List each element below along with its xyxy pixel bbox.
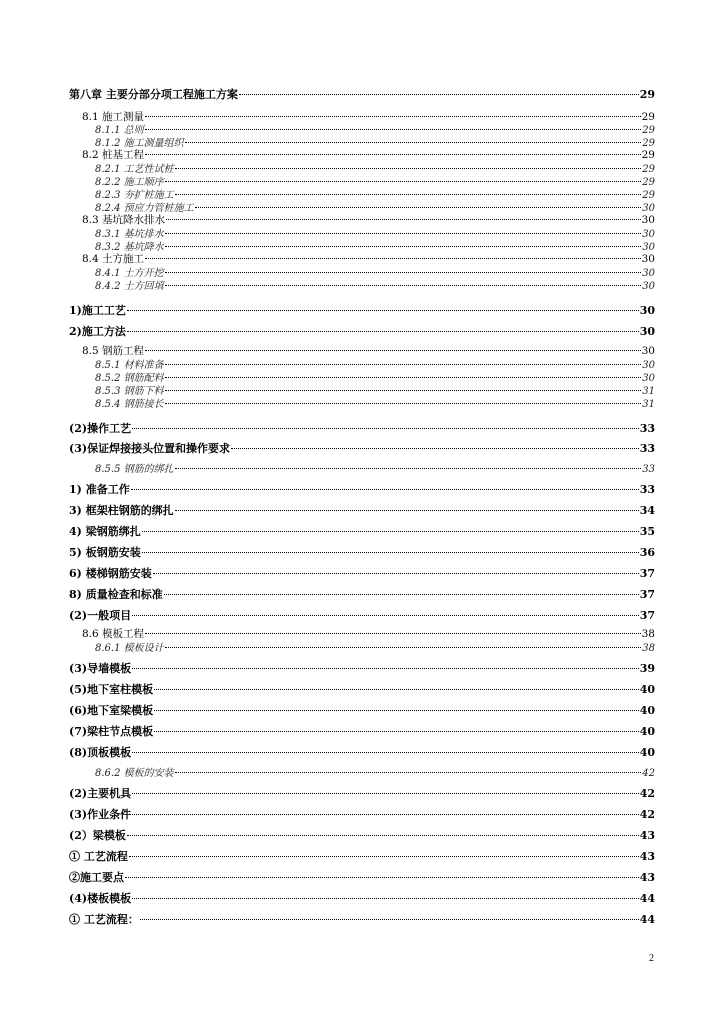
toc-entry-page: 29	[642, 164, 655, 173]
toc-dot-leader	[142, 552, 639, 553]
toc-entry-title: (6)地下室梁模板	[69, 704, 154, 717]
toc-dot-leader	[145, 258, 641, 259]
toc-entry-page: 40	[639, 704, 655, 717]
toc-dot-leader	[142, 531, 639, 532]
toc-entry-page: 33	[639, 483, 655, 496]
toc-entry[interactable]	[69, 869, 655, 885]
toc-dot-leader	[195, 207, 642, 208]
toc-entry-title: (7)梁柱节点模板	[69, 725, 154, 738]
toc-entry[interactable]	[95, 369, 655, 382]
toc-entry-title: ① 工艺流程	[69, 850, 128, 863]
page-number: 2	[649, 953, 654, 964]
toc-entry[interactable]	[69, 481, 655, 497]
toc-entry[interactable]	[69, 911, 655, 927]
toc-dot-leader	[239, 94, 639, 95]
toc-entry-page: 29	[641, 149, 655, 160]
toc-entry-title: 8.5.5 钢筋的绑扎	[95, 464, 174, 473]
toc-dot-leader	[132, 814, 639, 815]
toc-entry[interactable]	[69, 607, 655, 623]
toc-entry-title: 8.1.2 施工测量组织	[95, 138, 184, 147]
toc-entry-page: 44	[639, 892, 655, 905]
toc-entry-title: 1)施工工艺	[69, 304, 126, 317]
toc-entry[interactable]	[95, 134, 655, 147]
toc-dot-leader	[132, 428, 639, 429]
toc-entry-title: 2)施工方法	[69, 325, 126, 338]
toc-entry[interactable]	[95, 395, 655, 408]
toc-entry[interactable]	[95, 121, 655, 134]
toc-entry-title: (2)操作工艺	[69, 422, 132, 435]
toc-dot-leader	[166, 219, 641, 220]
toc-entry[interactable]	[69, 302, 655, 318]
toc-dot-leader	[132, 668, 639, 669]
toc-entry-title: 8.3.1 基坑排水	[95, 229, 164, 238]
toc-entry[interactable]	[69, 565, 655, 581]
toc-dot-leader	[165, 403, 642, 404]
toc-entry-page: 29	[639, 88, 655, 101]
toc-entry[interactable]	[69, 586, 655, 602]
toc-entry-title: ① 工艺流程：	[69, 913, 139, 926]
toc-entry-page: 44	[639, 913, 655, 926]
toc-entry-title: 第八章 主要分部分项工程施工方案	[69, 88, 238, 101]
toc-entry-title: 3) 框架柱钢筋的绑扎	[69, 504, 174, 517]
toc-entry-page: 33	[642, 464, 655, 473]
toc-entry-page: 38	[641, 628, 655, 639]
toc-entry[interactable]	[69, 848, 655, 864]
toc-dot-leader	[154, 689, 639, 690]
toc-entry[interactable]	[69, 323, 655, 339]
toc-dot-leader	[175, 772, 642, 773]
toc-entry-title: 8.6.2 模板的安装	[95, 768, 174, 777]
toc-entry[interactable]	[69, 86, 655, 102]
toc-dot-leader	[132, 898, 639, 899]
toc-entry-title: 8.3 基坑降水排水	[82, 214, 166, 225]
toc-entry-page: 30	[642, 229, 655, 238]
toc-entry-page: 36	[639, 546, 655, 559]
toc-dot-leader	[153, 573, 639, 574]
toc-dot-leader	[154, 731, 639, 732]
toc-entry[interactable]	[69, 723, 655, 739]
toc-dot-leader	[145, 116, 641, 117]
toc-entry[interactable]	[95, 238, 655, 251]
toc-entry-title: 8.2.2 施工顺序	[95, 177, 164, 186]
toc-dot-leader	[145, 350, 641, 351]
toc-dot-leader	[145, 129, 642, 130]
toc-dot-leader	[165, 364, 642, 365]
toc-entry[interactable]	[82, 147, 655, 160]
toc-entry-title: 6) 楼梯钢筋安装	[69, 567, 152, 580]
toc-entry-title: 8.3.2 基坑降水	[95, 242, 164, 251]
toc-entry[interactable]	[82, 626, 655, 639]
toc-entry-title: 8.4.1 土方开挖	[95, 268, 164, 277]
toc-entry[interactable]	[82, 343, 655, 356]
toc-entry-title: (2）梁模板	[69, 829, 126, 842]
toc-entry[interactable]	[69, 523, 655, 539]
toc-dot-leader	[125, 877, 639, 878]
toc-dot-leader	[127, 835, 639, 836]
toc-entry-page: 30	[641, 345, 655, 356]
toc-entry-title: 8) 质量检查和标准	[69, 588, 163, 601]
toc-entry-title: ②施工要点	[69, 871, 124, 884]
toc-entry-title: 8.6 模板工程	[82, 628, 145, 639]
toc-entry[interactable]	[82, 251, 655, 264]
toc-entry[interactable]	[69, 744, 655, 760]
toc-entry-page: 40	[639, 683, 655, 696]
toc-entry-title: 8.2 桩基工程	[82, 149, 145, 160]
toc-entry[interactable]	[69, 681, 655, 697]
toc-entry-page: 30	[641, 214, 655, 225]
toc-entry-title: (5)地下室柱模板	[69, 683, 154, 696]
toc-entry[interactable]	[69, 890, 655, 906]
toc-entry-page: 42	[639, 808, 655, 821]
toc-entry-title: 8.5.3 钢筋下料	[95, 386, 164, 395]
toc-entry[interactable]	[95, 173, 655, 186]
toc-entry-title: 8.5 钢筋工程	[82, 345, 145, 356]
toc-dot-leader	[132, 793, 639, 794]
toc-entry-page: 30	[642, 268, 655, 277]
toc-entry-page: 30	[642, 360, 655, 369]
toc-dot-leader	[145, 154, 641, 155]
toc-entry[interactable]	[69, 544, 655, 560]
toc-entry[interactable]	[95, 382, 655, 395]
toc-entry-page: 37	[639, 609, 655, 622]
toc-entry[interactable]	[69, 420, 655, 436]
toc-entry[interactable]	[95, 356, 655, 369]
toc-entry-page: 29	[642, 190, 655, 199]
toc-entry-page: 37	[639, 567, 655, 580]
toc-entry-page: 39	[639, 662, 655, 675]
toc-entry-page: 40	[639, 725, 655, 738]
toc-entry-page: 30	[641, 253, 655, 264]
toc-dot-leader	[165, 377, 642, 378]
toc-entry-title: 8.5.1 材料准备	[95, 360, 164, 369]
toc-entry-title: (4)楼板模板	[69, 892, 132, 905]
toc-entry-page: 31	[642, 399, 655, 408]
toc-entry-title: 8.4.2 土方回填	[95, 281, 164, 290]
toc-dot-leader	[164, 594, 639, 595]
toc-entry-page: 29	[642, 138, 655, 147]
toc-entry[interactable]	[95, 199, 655, 212]
toc-entry-title: 8.6.1 模板设计	[95, 643, 164, 652]
toc-entry-page: 37	[639, 588, 655, 601]
toc-dot-leader	[175, 168, 642, 169]
toc-entry[interactable]	[95, 264, 655, 277]
toc-dot-leader	[131, 489, 639, 490]
toc-entry[interactable]	[69, 827, 655, 843]
toc-entry[interactable]	[95, 225, 655, 238]
toc-dot-leader	[175, 510, 639, 511]
toc-entry-page: 30	[642, 373, 655, 382]
toc-entry-page: 34	[639, 504, 655, 517]
toc-entry[interactable]	[69, 660, 655, 676]
toc-entry[interactable]	[95, 160, 655, 173]
toc-dot-leader	[129, 856, 639, 857]
toc-dot-leader	[132, 615, 639, 616]
toc-dot-leader	[165, 647, 642, 648]
toc-entry-title: (2)主要机具	[69, 787, 132, 800]
toc-entry[interactable]	[95, 460, 655, 473]
toc-dot-leader	[154, 710, 639, 711]
toc-entry-title: 8.4 土方施工	[82, 253, 145, 264]
toc-entry-title: 1) 准备工作	[69, 483, 130, 496]
toc-entry-title: 8.1.1 总则	[95, 125, 144, 134]
toc-dot-leader	[127, 310, 639, 311]
toc-dot-leader	[231, 448, 639, 449]
toc-dot-leader	[185, 142, 642, 143]
toc-dot-leader	[165, 233, 642, 234]
toc-entry-title: 8.5.4 钢筋接长	[95, 399, 164, 408]
toc-dot-leader	[127, 331, 639, 332]
toc-entry-page: 30	[639, 304, 655, 317]
toc-entry[interactable]	[69, 785, 655, 801]
toc-entry[interactable]	[69, 702, 655, 718]
toc-entry-page: 30	[642, 242, 655, 251]
toc-entry-page: 29	[641, 111, 655, 122]
toc-entry[interactable]	[69, 440, 655, 456]
toc-dot-leader	[175, 194, 642, 195]
toc-entry-page: 40	[639, 746, 655, 759]
toc-entry-page: 35	[639, 525, 655, 538]
toc-dot-leader	[175, 468, 642, 469]
toc-entry-page: 43	[639, 850, 655, 863]
toc-entry-title: (3)保证焊接接头位置和操作要求	[69, 442, 231, 455]
toc-entry-page: 33	[639, 422, 655, 435]
toc-entry[interactable]	[95, 277, 655, 290]
toc-entry-page: 38	[642, 643, 655, 652]
toc-entry-page: 31	[642, 386, 655, 395]
toc-entry-page: 29	[642, 125, 655, 134]
toc-dot-leader	[165, 285, 642, 286]
toc-entry[interactable]	[69, 502, 655, 518]
toc-entry-page: 30	[642, 203, 655, 212]
toc-dot-leader	[140, 919, 639, 920]
toc-dot-leader	[165, 272, 642, 273]
toc-entry-page: 42	[639, 787, 655, 800]
toc-dot-leader	[165, 181, 642, 182]
toc-entry-page: 33	[639, 442, 655, 455]
toc-entry[interactable]	[95, 639, 655, 652]
toc-entry[interactable]	[69, 806, 655, 822]
toc-entry-title: 5) 板钢筋安装	[69, 546, 141, 559]
toc-entry-title: (8)顶板模板	[69, 746, 132, 759]
toc-dot-leader	[145, 633, 641, 634]
toc-entry-page: 43	[639, 871, 655, 884]
toc-entry-title: 8.2.3 夯扩桩施工	[95, 190, 174, 199]
toc-entry-page: 42	[642, 768, 655, 777]
toc-entry[interactable]	[95, 764, 655, 777]
toc-entry-title: 8.1 施工测量	[82, 111, 145, 122]
toc-dot-leader	[165, 390, 642, 391]
toc-entry-page: 43	[639, 829, 655, 842]
toc-entry-title: 8.5.2 钢筋配料	[95, 373, 164, 382]
toc-entry-title: 8.2.1 工艺性试桩	[95, 164, 174, 173]
toc-entry-page: 29	[642, 177, 655, 186]
toc-dot-leader	[132, 752, 639, 753]
toc-entry-page: 30	[642, 281, 655, 290]
toc-entry-title: (2)一般项目	[69, 609, 132, 622]
toc-entry[interactable]	[82, 212, 655, 225]
toc-entry[interactable]	[95, 186, 655, 199]
toc-entry-title: 8.2.4 预应力管桩施工	[95, 203, 194, 212]
toc-entry-title: 4) 梁钢筋绑扎	[69, 525, 141, 538]
toc-entry-title: (3)导墙模板	[69, 662, 132, 675]
toc-entry-page: 30	[639, 325, 655, 338]
toc-dot-leader	[165, 246, 642, 247]
toc-entry-title: (3)作业条件	[69, 808, 132, 821]
